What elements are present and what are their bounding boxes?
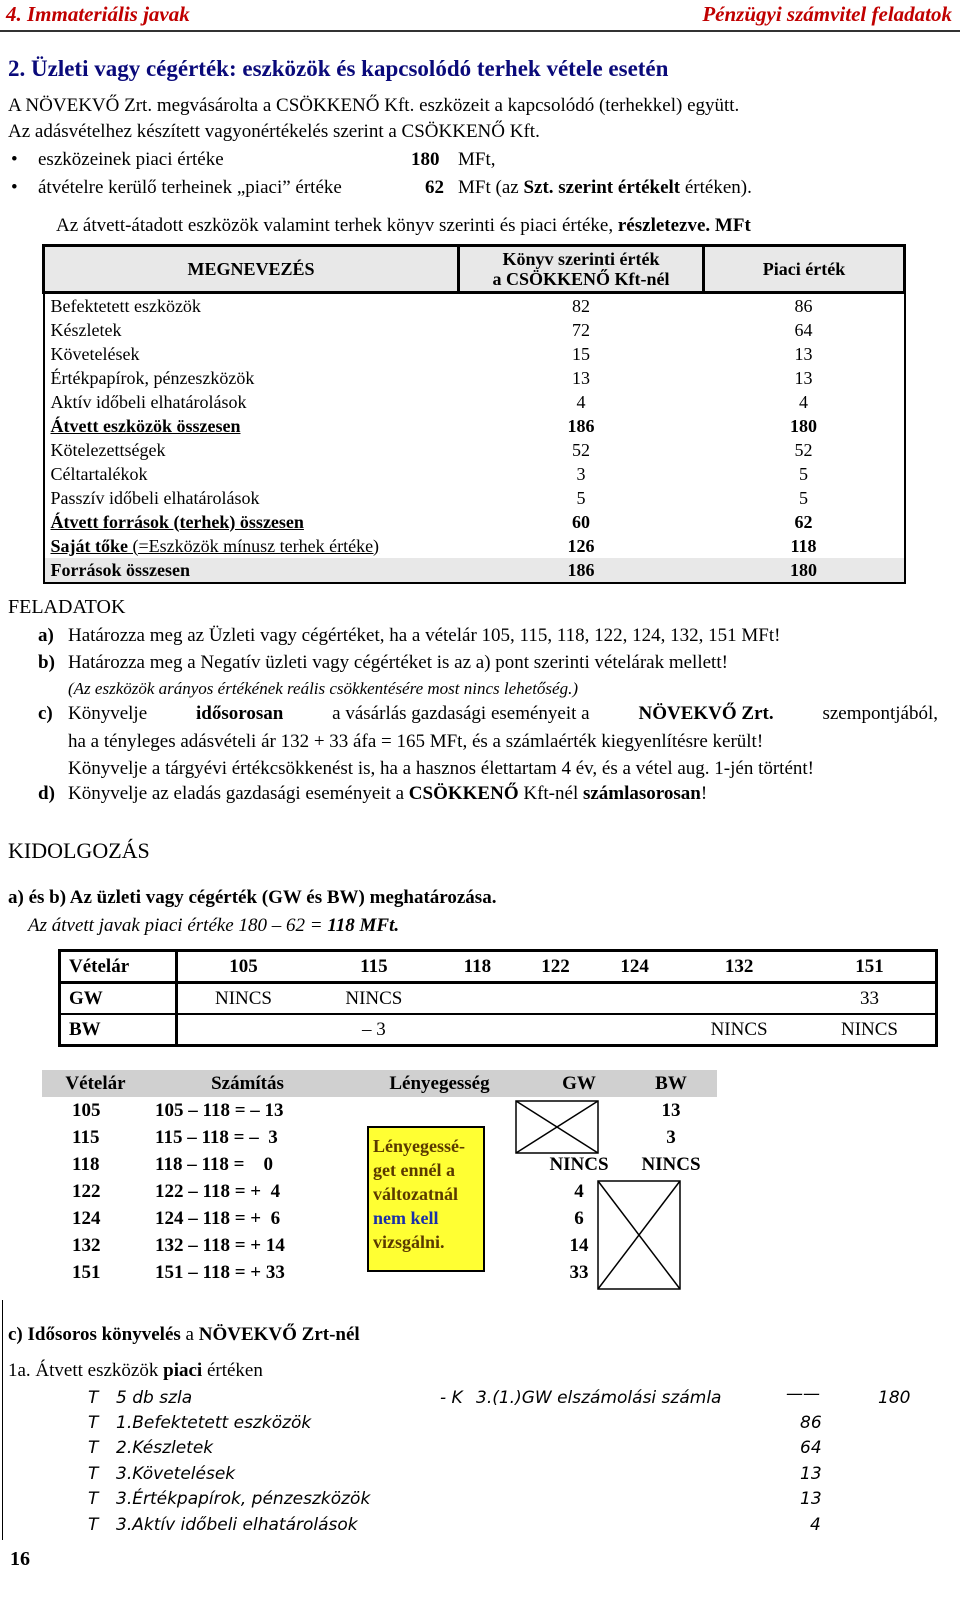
calc-header-calc: Számítás xyxy=(211,1072,284,1094)
calc-formula: 122 – 118 = + 4 xyxy=(155,1180,281,1202)
solution-heading: KIDOLGOZÁS xyxy=(8,838,150,863)
table-row xyxy=(44,318,905,342)
calc-formula: 132 – 118 = + 14 xyxy=(155,1234,285,1256)
table-caption-unit: MFt xyxy=(714,215,751,236)
table-caption-bold: részletezve. xyxy=(617,215,711,236)
row-book: 186 xyxy=(459,558,704,583)
gw-cell: NINCS xyxy=(214,987,272,1009)
bw-cell xyxy=(516,1014,595,1046)
table-caption xyxy=(56,215,751,237)
calc-header-gw: GW xyxy=(562,1072,596,1094)
materiality-note xyxy=(367,1126,485,1272)
bullet-liabilities-bold: Szt. szerint értékelt xyxy=(523,177,681,198)
entry-credit-account: 3.(1.)GW elszámolási számla xyxy=(476,1388,722,1408)
task-d-company: CSÖKKENŐ xyxy=(408,783,519,804)
row-name: Követelések xyxy=(50,343,140,364)
entry-amount: 86 xyxy=(800,1413,822,1433)
row-name: Értékpapírok, pénzeszközök xyxy=(50,367,255,388)
entry-t: T xyxy=(88,1438,99,1458)
header-name: MEGNEVEZÉS xyxy=(44,246,459,293)
bullet-liabilities-tail xyxy=(458,177,752,199)
not-applicable-cross-bottom xyxy=(597,1180,683,1292)
entry-k: - K xyxy=(440,1388,463,1408)
price-cell: 124 xyxy=(620,955,649,977)
gw-cell xyxy=(595,983,674,1015)
task-c-bold: idősorosan xyxy=(196,703,284,724)
bullet-liabilities-value: 62 xyxy=(425,177,444,198)
task-c-post: szempontjából, xyxy=(822,703,938,724)
bw-cell xyxy=(439,1014,516,1046)
row-book: 3 xyxy=(576,463,586,484)
gw-cell xyxy=(439,983,516,1015)
gw-cell: 33 xyxy=(859,987,879,1009)
row-name: Átvett eszközök összesen xyxy=(50,415,241,436)
section-c-end: Zrt-nél xyxy=(301,1324,360,1345)
table-row xyxy=(44,390,905,414)
calc-price: 118 xyxy=(72,1153,100,1175)
row-book: 5 xyxy=(576,487,586,508)
row-name: Aktív időbeli elhatárolások xyxy=(50,391,247,412)
bw-cell xyxy=(595,1014,674,1046)
row-market: 64 xyxy=(794,319,813,340)
row-market: 180 xyxy=(790,415,817,436)
row-market: 86 xyxy=(794,295,813,316)
bullet-liabilities-end: értéken). xyxy=(684,177,752,198)
row-name: Források összesen xyxy=(44,558,459,583)
calc-price: 124 xyxy=(72,1207,101,1229)
table-row xyxy=(44,342,905,366)
task-b-text: Határozza meg a Negatív üzleti vagy cégértéket is az a) pont szerinti vételárak mellett! xyxy=(68,652,728,673)
row-market: 180 xyxy=(704,558,905,583)
calc-header-price: Vételár xyxy=(65,1072,126,1094)
bullet-assets-value: 180 xyxy=(411,149,440,170)
row-market: 62 xyxy=(794,511,813,532)
task-d-end: ! xyxy=(700,783,708,804)
entry-dash: —— xyxy=(786,1384,820,1404)
section-c-heading xyxy=(8,1324,360,1346)
solution-ab-sub xyxy=(28,915,399,937)
row-book: 126 xyxy=(567,535,595,556)
entry-t: T xyxy=(88,1464,99,1484)
calc-bw: 3 xyxy=(666,1126,676,1148)
row-name: Készletek xyxy=(50,319,122,340)
calc-gw: 14 xyxy=(569,1234,589,1256)
price-cell: 118 xyxy=(463,955,492,977)
entry-amount: 13 xyxy=(800,1489,822,1509)
price-cell: 151 xyxy=(855,955,884,977)
row-market: 13 xyxy=(794,343,813,364)
gw-cell xyxy=(516,983,595,1015)
row-name: Céltartalékok xyxy=(50,463,148,484)
entry-account: 2.Készletek xyxy=(116,1438,214,1458)
solution-ab-sub-bold: 118 MFt. xyxy=(327,915,400,936)
entry-t: T xyxy=(88,1388,99,1408)
section-c-sub-post: értéken xyxy=(206,1360,263,1381)
table-row xyxy=(44,486,905,510)
task-a-label: a) xyxy=(38,625,54,646)
gw-row-label: GW xyxy=(60,983,177,1015)
row-book: 15 xyxy=(572,343,590,364)
calc-formula: 118 – 118 = 0 xyxy=(155,1153,273,1175)
calc-gw: 6 xyxy=(574,1207,584,1229)
row-book: 4 xyxy=(576,391,586,412)
entry-amount: 13 xyxy=(800,1464,822,1484)
table-row-total xyxy=(44,510,905,534)
section-c-sub xyxy=(8,1360,263,1382)
table-row-equity xyxy=(44,534,905,558)
row-name: Átvett források (terhek) összesen xyxy=(50,511,304,532)
row-book: 186 xyxy=(567,415,595,436)
task-d-mid: Kft-nél xyxy=(523,783,579,804)
header-book-value-line1: Könyv szerinti érték xyxy=(502,249,660,269)
entry-amount: 180 xyxy=(878,1388,911,1408)
price-cell: 132 xyxy=(724,955,754,977)
task-a-text: Határozza meg az Üzleti vagy cégértéket, ha a vételár 105, 115, 118, 122, 124, 132, 151 MFt! xyxy=(68,625,781,646)
calc-formula: 124 – 118 = + 6 xyxy=(155,1207,281,1229)
calc-price: 151 xyxy=(72,1261,101,1283)
not-applicable-cross-top xyxy=(515,1100,681,1154)
section-c-company: NÖVEKVŐ xyxy=(198,1324,297,1345)
table-caption-text: Az átvett-átadott eszközök valamint terhek könyv szerinti és piaci értéke, xyxy=(56,215,614,236)
tasks-heading: FELADATOK xyxy=(8,596,126,618)
task-b-note: (Az eszközök arányos értékének reális csökkentésére most nincs lehetőség.) xyxy=(68,679,578,698)
calc-formula: 115 – 118 = – 3 xyxy=(155,1126,278,1148)
calc-gw: 33 xyxy=(569,1261,589,1283)
bullet-liabilities xyxy=(38,177,342,199)
solution-ab-heading: a) és b) Az üzleti vagy cégérték (GW és BW) meghatározása. xyxy=(8,887,497,908)
bw-cell: NINCS xyxy=(840,1018,898,1040)
row-name: Befektetett eszközök xyxy=(50,295,201,316)
asset-value-table xyxy=(42,244,906,584)
row-market: 5 xyxy=(799,463,808,484)
row-book: 72 xyxy=(572,319,590,340)
task-d-text xyxy=(68,783,707,805)
equity-note: (=Eszközök mínusz terhek értéke) xyxy=(128,535,380,556)
calc-formula: 105 – 118 = – 13 xyxy=(155,1099,284,1121)
bullet-liabilities-label: átvételre kerülő terheinek „piaci” értéke xyxy=(38,177,342,198)
table-row-total xyxy=(44,414,905,438)
task-c-pre: Könyvelje xyxy=(68,703,148,724)
task-c-label: c) xyxy=(38,703,53,724)
gw-cell: NINCS xyxy=(345,987,403,1009)
row-market: 4 xyxy=(799,391,808,412)
bw-cell: NINCS xyxy=(710,1018,768,1040)
note-line: változatnál xyxy=(373,1184,458,1204)
price-row xyxy=(60,951,937,983)
table-row xyxy=(44,438,905,462)
task-b-label: b) xyxy=(38,652,55,673)
row-name: Passzív időbeli elhatárolások xyxy=(50,487,260,508)
table-row xyxy=(44,293,905,319)
section-title: 2. Üzleti vagy cégérték: eszközök és kapcsolódó terhek vétele esetén xyxy=(8,56,669,81)
page-number: 16 xyxy=(10,1548,30,1570)
row-market: 118 xyxy=(790,535,817,556)
task-d-bold: számlasorosan xyxy=(582,783,701,804)
row-market: 52 xyxy=(794,439,813,460)
calc-header-materiality: Lényegesség xyxy=(389,1072,490,1094)
calc-price: 122 xyxy=(72,1180,101,1202)
entry-amount: 4 xyxy=(810,1515,821,1535)
calc-price: 132 xyxy=(72,1234,101,1256)
entry-account: 3.Aktív időbeli elhatárolások xyxy=(116,1515,358,1535)
calc-header-row xyxy=(42,1070,717,1097)
row-book: 60 xyxy=(572,511,590,532)
task-d-pre: Könyvelje az eladás gazdasági eseményeit a xyxy=(68,783,405,804)
bullet-liabilities-unit: MFt (az xyxy=(458,177,519,198)
gw-row xyxy=(60,983,937,1015)
entry-account: 3.Követelések xyxy=(116,1464,236,1484)
bw-cell xyxy=(177,1014,309,1046)
price-cell: 115 xyxy=(360,955,388,977)
header-book-value-line2: a CSÖKKENŐ Kft-nél xyxy=(492,269,670,289)
entry-t: T xyxy=(88,1489,99,1509)
note-line: nem kell xyxy=(373,1208,439,1228)
price-cell: 122 xyxy=(541,955,570,977)
calc-bw: 13 xyxy=(661,1099,681,1121)
intro-line-1: A NÖVEKVŐ Zrt. megvásárolta a CSÖKKENŐ Kft. eszközeit a kapcsolódó (terhekkel) együtt. xyxy=(8,95,740,116)
gw-cell xyxy=(674,983,804,1015)
header-market-value: Piaci érték xyxy=(704,246,905,293)
intro-line-2: Az adásvételhez készített vagyonértékelés szerint a CSÖKKENŐ Kft. xyxy=(8,121,540,142)
calc-price: 115 xyxy=(72,1126,100,1148)
calc-gw: NINCS xyxy=(549,1153,609,1175)
book-header: Pénzügyi számvitel feladatok xyxy=(702,2,952,26)
section-c-a: a xyxy=(185,1324,194,1345)
task-c-mid: a vásárlás gazdasági eseményeit a xyxy=(332,703,590,724)
row-market: 5 xyxy=(799,487,808,508)
calc-bw: NINCS xyxy=(641,1153,701,1175)
table-row xyxy=(44,366,905,390)
task-c-company: NÖVEKVŐ Zrt. xyxy=(638,703,774,724)
entry-amount: 64 xyxy=(800,1438,822,1458)
equity-label: Saját tőke xyxy=(50,535,128,556)
calc-formula: 151 – 118 = + 33 xyxy=(155,1261,285,1283)
task-c-line-1 xyxy=(68,703,938,725)
gw-bw-table xyxy=(58,949,938,1047)
margin-line xyxy=(2,1300,3,1540)
row-book: 52 xyxy=(572,439,590,460)
calc-price: 105 xyxy=(72,1099,101,1121)
section-c-sub-bold: piaci xyxy=(163,1360,203,1381)
header-rule xyxy=(0,30,960,32)
bullet-assets-label: eszközeinek piaci értéke xyxy=(38,149,224,170)
entry-account: 1.Befektetett eszközök xyxy=(116,1413,312,1433)
calc-gw: 4 xyxy=(574,1180,584,1202)
row-name xyxy=(44,534,459,558)
bw-row-label: BW xyxy=(60,1014,177,1046)
note-line: vizsgálni. xyxy=(373,1232,445,1252)
entry-t: T xyxy=(88,1515,99,1535)
table-row xyxy=(44,462,905,486)
task-c-line-2: ha a tényleges adásvételi ár 132 + 33 áfa = 165 MFt, és a számlaérték kiegyenlítésre került! xyxy=(68,731,764,752)
row-name: Kötelezettségek xyxy=(50,439,166,460)
row-market: 13 xyxy=(794,367,813,388)
price-cell: 105 xyxy=(229,955,258,977)
section-c-sub-pre: 1a. Átvett eszközök xyxy=(8,1360,159,1381)
note-line: Lényegessé- xyxy=(373,1136,465,1156)
calc-header-bw: BW xyxy=(655,1072,687,1094)
bullet-assets xyxy=(38,149,224,171)
bw-cell: – 3 xyxy=(361,1018,386,1040)
entry-account: 5 db szla xyxy=(116,1388,193,1408)
header-book-value xyxy=(459,246,704,293)
row-book: 82 xyxy=(572,295,590,316)
table-header-row xyxy=(44,246,905,293)
entry-t: T xyxy=(88,1413,99,1433)
solution-ab-sub-text: Az átvett javak piaci értéke 180 – 62 = xyxy=(28,915,323,936)
entry-account: 3.Értékpapírok, pénzeszközök xyxy=(116,1489,371,1509)
bw-row xyxy=(60,1014,937,1046)
chapter-header: 4. Immateriális javak xyxy=(6,2,190,26)
table-row-total xyxy=(44,558,905,583)
task-c-line-3: Könyvelje a tárgyévi értékcsökkenést is, ha a hasznos élettartam 4 év, és a vétel aug. 1-jén történt! xyxy=(68,758,815,779)
note-line: get ennél a xyxy=(373,1160,455,1180)
bullet-assets-unit: MFt, xyxy=(458,149,496,170)
price-row-label: Vételár xyxy=(60,951,177,983)
section-c-bold: c) Idősoros könyvelés xyxy=(8,1324,181,1345)
task-d-label: d) xyxy=(38,783,55,804)
row-book: 13 xyxy=(572,367,590,388)
